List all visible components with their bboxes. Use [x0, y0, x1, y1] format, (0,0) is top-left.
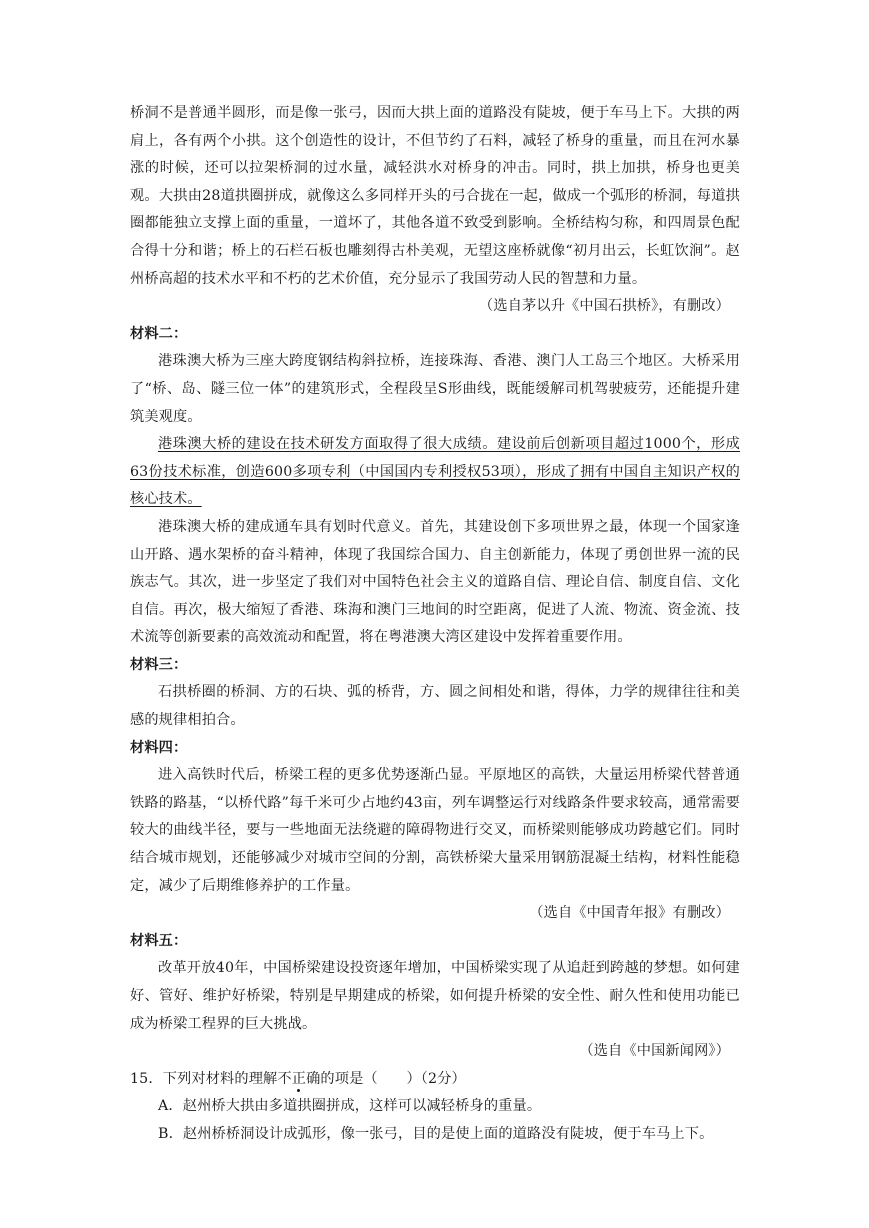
material-5-heading: 材料五： [130, 932, 188, 949]
document-page [130, 100, 740, 1149]
material-2-heading: 材料二： [130, 325, 188, 342]
material-3-heading: 材料三： [130, 656, 188, 673]
material-4-heading: 材料四： [130, 739, 188, 756]
material-2-paragraph-1: 港珠澳大桥为三座大跨度钢结构斜拉桥，连接珠海、香港、澳门人工岛三个地区。大桥采用了“桥、岛、隧三位一体”的建筑形式，全程段呈S形曲线，既能缓解司机驾驶疲劳，还能提升建筑美观度。 [130, 353, 740, 425]
question-15-stem [130, 1066, 740, 1094]
material-2-paragraph-2 [130, 431, 740, 514]
emphasis-dotted-text: 不正确 [277, 1070, 321, 1087]
material-5-source: （选自《中国新闻网》） [579, 1043, 730, 1060]
material-4-source: （选自《中国青年报》有删改） [529, 905, 730, 922]
material-4-paragraph: 进入高铁时代后，桥梁工程的更多优势逐渐凸显。平原地区的高铁，大量运用桥梁代替普通铁路的路基，“以桥代路”每千米可少占地约43亩，列车调整运行对线路条件要求较高，通常需要较大的曲线半径，要与一些地面无法绕避的障碍物进行交叉，而桥梁则能够成功跨越它们。同时结合城市规划，还能够减少对城市空间的分割，高铁桥梁大量采用钢筋混凝土结构，材料性能稳定，减少了后期维修养护的工作量。 [130, 767, 740, 894]
option-b[interactable]: B．赵州桥桥洞设计成弧形，像一张弓，目的是使上面的道路没有陡坡，便于车马上下。 [158, 1125, 714, 1142]
material-3-paragraph: 石拱桥圈的桥洞、方的石块、弧的桥背，方、圆之间相处和谐，得体，力学的规律往往和美感的规律相拍合。 [130, 684, 740, 729]
question-stem-start: 15．下列对材料的理解 [130, 1070, 278, 1087]
material-1-paragraph: 桥洞不是普通半圆形，而是像一张弓，因而大拱上面的道路没有陡坡，便于车马上下。大拱的两肩上，各有两个小拱。这个创造性的设计，不但节约了石料，减轻了桥身的重量，而且在河水暴涨的时候，还可以拉架桥洞的过水量，减轻洪水对桥身的冲击。同时，拱上加拱，桥身也更美观。大拱由28道拱圈拼成，就像这么多同样开头的弓合拢在一起，做成一个弧形的桥洞，每道拱圈都能独立支撑上面的重量，一道坏了，其他各道不致受到影响。全桥结构匀称，和四周景色配合得十分和谐；桥上的石栏石板也雕刻得古朴美观，无望这座桥就像“初月出云，长虹饮涧”。赵州桥高超的技术水平和不朽的艺术价值，充分显示了我国劳动人民的智慧和力量。 [130, 105, 740, 287]
material-5-paragraph: 改革开放40年，中国桥梁建设投资逐年增加，中国桥梁实现了从追赶到跨越的梦想。如何建好、管好、维护好桥梁，特别是早期建成的桥梁，如何提升桥梁的安全性、耐久性和使用功能已成为桥梁工程界的巨大挑战。 [130, 960, 740, 1032]
underlined-text: 港珠澳大桥的建设在技术研发方面取得了很大成绩。建设前后创新项目超过1000个，形成63份技术标准，创造600多项专利（中国国内专利授权53项），形成了拥有中国自主知识产权的核心技术。 [130, 436, 740, 508]
option-a[interactable]: A．赵州桥大拱由多道拱圈拼成，这样可以减轻桥身的重量。 [158, 1098, 542, 1115]
material-1-source: （选自茅以升《中国石拱桥》，有删改） [479, 298, 730, 315]
question-stem-end: 的项是（ ）（2分） [320, 1070, 466, 1087]
material-2-paragraph-3: 港珠澳大桥的建成通车具有划时代意义。首先，其建设创下多项世界之最，体现一个国家逢山开路、遇水架桥的奋斗精神，体现了我国综合国力、自主创新能力，体现了勇创世界一流的民族志气。其次，进一步坚定了我们对中国特色社会主义的道路自信、理论自信、制度自信、文化自信。再次，极大缩短了香港、珠海和澳门三地间的时空距离，促进了人流、物流、资金流、技术流等创新要素的高效流动和配置，将在粤港澳大湾区建设中发挥着重要作用。 [130, 518, 740, 646]
